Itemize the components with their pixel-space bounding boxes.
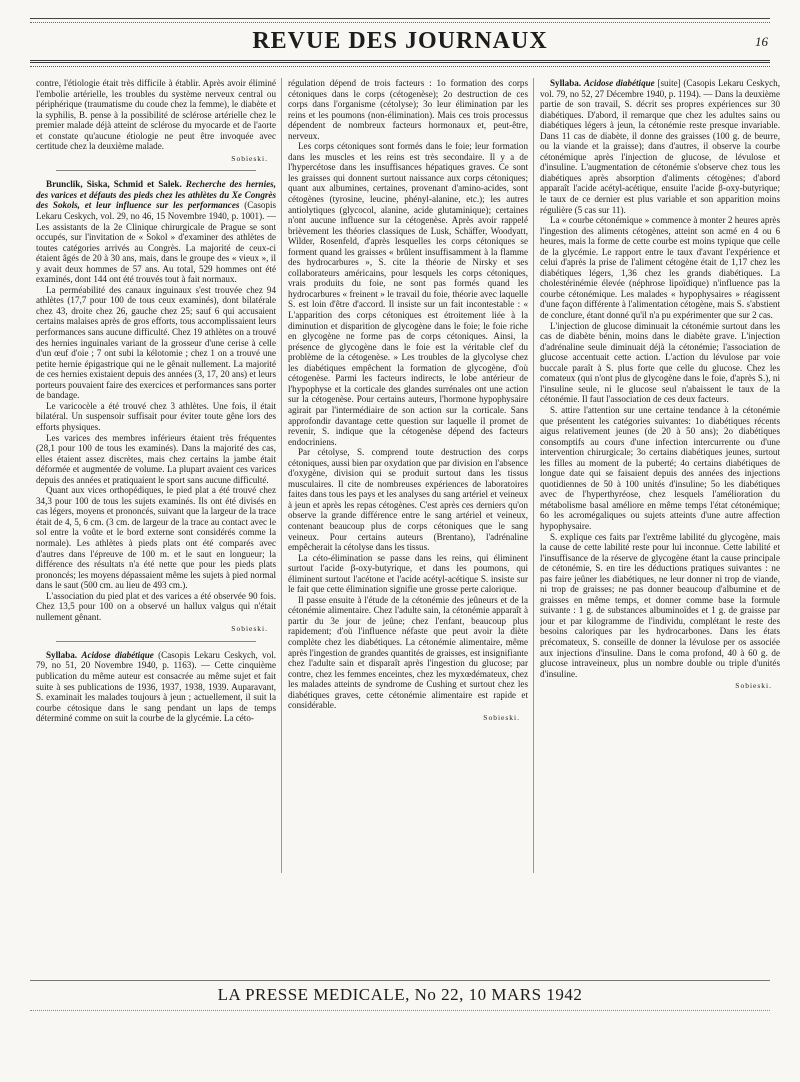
page-footer: LA PRESSE MEDICALE, No 22, 10 MARS 1942 <box>217 985 583 1004</box>
paragraph: Les corps cétoniques sont formés dans le foie; leur formation dans les muscles et les reins est très secondaire. Il y a de l'hypercétose dans les insuffisances hépatiques graves. Ce sont les graisses qui donnent surtout naissance aux corps cétoniques; quant aux albumines, certaines, provenant d'amino-acides, sont cétogènes (tyrosine, leucine, phényl-alanine, etc.); les autres antiolytiques (glycocol, alanine, acide glutaminique); certaines n'ont aucune influence sur la cétogenèse. Après avoir rappelé brièvement les théories classiques de Lusk, Schäffer, Woodyatt, Wilder, Rosenfeld, d'après lesquelles les corps cétoniques se forment quand les graisses « brûlent insuffisamment à la flamme des hydrocarbures », S. cite la théorie de Nirsky et ses collaborateurs américains, pour lesquels les corps cétoniques, vrais produits du foie, ne sont pas formés quand les hydrocarbures « freinent » le travail du foie, théorie avec laquelle S. est loin d'être d'accord. Il insiste sur un fait incontestable : « L'apparition des corps cétoniques est étroitement liée à la diminution et disparition de glycogène dans le foie; le foie riche en glycogène ne forme pas de corps cétoniques. Ainsi, la présence de glycogène dans le foie est la véritable clef du problème de la cétogenèse. » Les troubles de la glycolyse chez les diabétiques empêchent la formation de glycogène, d'où cétogenèse. Parmi les facteurs indirects, le lobe antérieur de l'hypophyse et la corticale des glandes surrénales ont une action sur la cétogenèse. Pour certains auteurs, l'hormone hypophysaire agirait par l'intermédiaire de son action sur la corticale. Sans approfondir davantage cette question sur laquelle il promet de revenir, S. indique que la cétogenèse dépend des facteurs endocriniens. <box>288 141 528 447</box>
paragraph: La perméabilité des canaux inguinaux s'est trouvée chez 94 athlètes (17,7 pour 100 de tous ceux examinés), dont bilatérale chez 43, droite chez 26, gauche chez 25; sauf 6 qui accusaient certains malaises après de gros efforts, tous accomplissaient leurs performances sans aucune difficulté. Chez 19 athlètes on a trouvé des hernies inguinales variant de la grosseur d'une cerise à celle d'un œuf d'oie ; 7 ont subi la kélotomie ; chez 1 on a trouvé une petite hernie épigastrique qui ne le gênait nullement. La majorité de ces hernies existaient depuis des années (3, 17, 20 ans) et leurs porteurs pouvaient faire des exercices et performances sans porter de bandage. <box>36 284 276 401</box>
page-header <box>30 26 770 56</box>
top-dotted-rule <box>30 22 770 23</box>
article-authors: Syllaba. <box>46 649 78 660</box>
paragraph: La céto-élimination se passe dans les reins, qui éliminent surtout l'acide β-oxy-butyrique, et dans les poumons, qui éliminent surtout l'acétone et l'acide acétyl-acétique S. insiste sur le fait que cette élimination signifie une grosse perte calorique. <box>288 552 528 595</box>
paragraph: Les varices des membres inférieurs étaient très fréquentes (28,1 pour 100 de tous les examinés). Dans la majorité des cas, elles étaient assez discrètes, mais chez certains la jambe était déformée et augmentée de volume. La plupart avaient ces varices depuis des années et pratiquaient le sport sans aucune difficulté. <box>36 432 276 485</box>
page-number: 16 <box>755 34 768 49</box>
article-authors: Syllaba. <box>550 78 582 88</box>
column-divider-1 <box>281 78 282 873</box>
paragraph: S. attire l'attention sur une certaine tendance à la cétonémie que présentent les catégories suivantes: 1o diabétiques récents aigus relativement jeunes (de 20 à 50 ans); 2o diabétiques consomptifs au cours d'une infection intercurrente ou d'une intervention chirurgicale; 3o certains diabétiques jeunes, surtout les filles au moment de la puberté; 4o certains diabétiques de longue date qui se faisaient depuis des années des injections quotidiennes de 50 à 100 unités d'insuline; 5o les diabétiques avec de l'hyperthyréose, chez lesquels l'amélioration du métabolisme basal améliore en même temps l'état cétonémique; 6o les acromégaliques ou sujets atteints d'une autre affection hypophysaire. <box>540 404 780 531</box>
article-title: Acidose diabétique <box>583 78 655 88</box>
paragraph: S. explique ces faits par l'extrême labilité du glycogène, mais la cause de cette labilité reste pour lui inconnue. Cette labilité et l'insuffisance de la réserve de glycogène étant la cause principale de cétonémie, S. en tire les déductions pratiques suivantes : ne pas faire jeûner les diabétiques, ne leur donner ni trop de viande, ni trop de graisses; ne pas donner beaucoup d'albumine et de graisses en même temps, et donner comme base la formule suivante : 1 g. de substances albuminoïdes et 1 g. de graisse par jour et par kilogramme de l'individu, complétant le reste des besoins caloriques par les hydrocarbones. Dans les états précomateux, S. conseille de donner la lévulose per os associée aux injections d'insuline. Dans le coma profond, 40 à 60 g. de glucose intraveineux, plus un nombre double ou triple d'unités d'insuline. <box>540 531 780 679</box>
paragraph: régulation dépend de trois facteurs : 1o formation des corps cétoniques dans le corps (cétogenèse); 2o destruction de ces corps dans l'organisme (cétolyse); 3o leur élimination par les reins et les poumons (non-élimination). Mais ces trois processus dépendent de nombreux facteurs hormonaux et, peut-être, nerveux. <box>288 78 528 141</box>
signature: Sobieski. <box>231 153 268 163</box>
paragraph: La « courbe cétonémique » commence à monter 2 heures après l'ingestion des aliments cétogènes, atteint son acmé en 4 ou 6 heures, mais la forme de cette courbe est moins typique que celle de la glycémie. Le rapport entre le taux d'avant l'expérience et celui d'après la prise de l'aliment cétogène était de 1,17 chez les diabétiques légers, 1,36 chez les grands diabétiques. La cholestérinémie élevée (néphrose lipoïdique) n'influence pas la courbe cétonémique. Les malades « hypophysaires » réagissent d'une façon différente à l'alimentation cétogène, mais S. s'abstient de conclure, étant donné qu'il n'a pu expérimenter que sur 2 cas. <box>540 215 780 321</box>
column-1 <box>36 78 276 950</box>
paragraph: Il passe ensuite à l'étude de la cétonémie des jeûneurs et de la cétonémie alimentaire. Chez l'adulte sain, la cétonémie apparaît à partir du 3e jour de jeûne; chez l'enfant, beaucoup plus rapidement; d'où l'influence néfaste que peut avoir la diète complète chez les diabétiques. La cétonémie alimentaire, même après l'ingestion de grandes quantités de graisses, est insignifiante chez l'adulte sain et disparaît après l'ingestion du glucose; par contre, chez les femmes enceintes, chez les myxœdémateux, chez les malades atteints de syndrome de Cushing et surtout chez les diabétiques graves, cette cétonémie alimentaire est rapide et considérable. <box>288 594 528 711</box>
footer-dotted-rule <box>30 1010 770 1011</box>
section-title: REVUE DES JOURNAUX <box>252 28 548 54</box>
separator <box>56 170 256 171</box>
paragraph: L'injection de glucose diminuait la cétonémie surtout dans les cas de diabète bénin, moins dans le diabète grave. L'injection d'adrénaline seule diminuait déjà la cétonémie; l'association de glucose accentuait cette action. L'action du lévulose par voie buccale paraît à S. plus forte que celle du glucose. Chez les comateux (qui n'ont plus de glycogène dans le foie, d'après S.), ni l'insuline seule, ni le glucose seul n'abaissent le taux de la cétonémie. Il faut l'association de ces deux facteurs. <box>540 320 780 405</box>
article-authors: Brunclik, Siska, Schmid et Salek. <box>46 179 182 190</box>
article-body: [suite] (Casopis Lekaru Ceskych, vol. 79, no 52, 27 Décembre 1940, p. 1194). — Dans la deuxième partie de son travail, S. décrit ses propres expériences sur 30 diabétiques. D'abord, il remarque que chez les adultes sains ou diabétiques légers à jeun, la cétonémie reste presque invariable. Dans 11 cas de diabète, il donne des graisses (100 g. de beurre, ou la viande et la graisse); dans d'autres, il observe la courbe cétonémique après l'injection de glucose, de lévulose et d'insuline. L'augmentation de cétonémie s'observe chez tous les diabétiques après absorption d'aliments cétogènes; d'abord apparaît l'acide acétyl-acétique, ensuite l'acide β-oxy-butyrique; le taux de ce dernier est plus variable et son apparition moins régulière (5 cas sur 11). <box>540 78 780 215</box>
paragraph: Quant aux vices orthopédiques, le pied plat a été trouvé chez 34,3 pour 100 de tous les sujets examinés. Ils ont été divisés en cas légers, moyens et prononcés, suivant que la largeur de la trace était de 4, 5, 6 cm. (3 cm. de largeur de la trace au contact avec le sol entre la voûte et le bord externe sont considérés comme la normale). Les athlètes à pieds plats ont été comparés avec d'autres dans l'épreuve de 100 m. et le saut en longueur; la différence des résultats n'a été nette que pour les pieds plats prononcés; les moyens dépassaient même les sujets à pied normal dans le saut (500 cm. au lieu de 493 cm.). <box>36 485 276 591</box>
article-body: (Casopis Lekaru Ceskych, vol. 79, no 51, 20 Novembre 1940, p. 1163). — Cette cinquième publication du même auteur est consacrée au même sujet et fait suite à ses publications de 1936, 1937, 1938, 1939. Auparavant, S. examinait les malades toujours à jeun ; actuellement, il suit la courbe cétosique dans le sang pendant un laps de temps déterminé comme on suit la courbe de la glycémie. La céto- <box>36 649 276 724</box>
article-title: Recherche des hernies, des varices et défauts des pieds chez les athlètes du Xe Congrès des Sokols, et leur influence sur les performances <box>36 179 276 211</box>
column-3 <box>540 78 780 950</box>
top-rule <box>30 18 770 19</box>
article-paragraph <box>36 650 276 724</box>
article-body: (Casopis Lekaru Ceskych, vol. 29, no 46, 15 Novembre 1940, p. 1001). — Les assistants de la 2e Clinique chirurgicale de Prague se sont occupés, sur l'invitation de « Sokol » d'examiner des athlètes de toutes catégories arrivés au Congrès. La majorité de ceux-ci étaient âgés de 20 à 30 ans, mais, dans le groupe des « vieux », il y avait deux hommes de 57 ans. Au total, 529 hommes ont été examinés, dont 144 ont été trouvés tout à fait normaux. <box>36 200 276 285</box>
paragraph: L'association du pied plat et des varices a été observée 90 fois. Chez 13,5 pour 100 on a observé un hallux valgus qui n'était nullement gênant. <box>36 590 276 622</box>
paragraph: contre, l'étiologie était très difficile à établir. Après avoir éliminé l'embolie artérielle, les troubles du système nerveux central ou périphérique (traumatisme du coude chez la femme), le diabète et la syphilis, B. pense à la possibilité de sclérose artérielle chez le premier malade déjà atteint de sclérose du myocarde et de l'aorte et constate qu'aucune étiologie ne peut être invoquée avec certitude chez la deuxième malade. <box>36 78 276 152</box>
column-divider-2 <box>533 78 534 873</box>
footer-rule <box>30 980 770 981</box>
separator <box>56 641 256 642</box>
paragraph: Par cétolyse, S. comprend toute destruction des corps cétoniques, aussi bien par oxydation que par division en l'absence d'oxygène, division qui se produit surtout dans les tissus musculaires. Il cite de nombreuses expériences de laboratoires faites dans tous les pays et les analyses du sang artériel et veineux à jeun et après les repas cétogènes. C'est après ces derniers qu'on observe la grande différence entre le sang artériel et veineux, contenant beaucoup plus de corps cétoniques que le sang veineux. Pour certains auteurs (Brentano), l'adrénaline empêcherait la cétolyse dans les tissus. <box>288 447 528 553</box>
paragraph: Le varicocèle a été trouvé chez 3 athlètes. Une fois, il était bilatéral. Un suspensoir suffisait pour éviter toute gêne lors des efforts physiques. <box>36 400 276 432</box>
article-paragraph <box>540 78 780 215</box>
signature: Sobieski. <box>231 624 268 634</box>
signature: Sobieski. <box>735 681 772 691</box>
column-2 <box>288 78 528 950</box>
article-paragraph <box>36 179 276 284</box>
header-double-rule <box>30 60 770 63</box>
signature: Sobieski. <box>483 712 520 722</box>
header-dotted-rule <box>30 66 770 67</box>
article-title: Acidose diabétique <box>81 649 154 660</box>
